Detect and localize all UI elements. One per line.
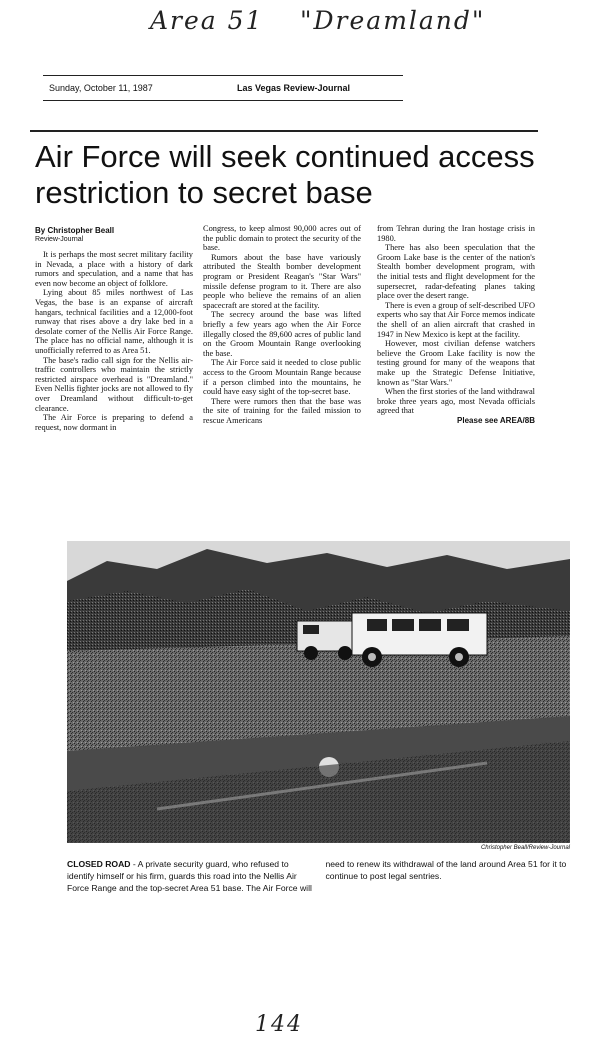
paragraph: The secrecy around the base was lifted briefly a few years ago when the Air Force illegally closed the 89,600 acres of public land on the Groom Mountain Range overlooking the base.: [203, 310, 361, 358]
photo-credit: Christopher Beall/Review-Journal: [480, 845, 570, 851]
headline-rule: [30, 130, 538, 132]
paragraph: The Air Force said it needed to close public access to the Groom Mountain Range because if a person climbed into the mountains, he could have easy sight of the top-secret base.: [203, 358, 361, 397]
handwritten-page-number: 144: [255, 1012, 303, 1037]
handwritten-title: Area 51: [150, 6, 264, 35]
paragraph: There were rumors then that the base was the site of training for the failed mission to rescue Americans: [203, 396, 361, 425]
paragraph: It is perhaps the most secret military facility in Nevada, a place with a history of dark rumors and speculation, and a name that has even now become an object of folklore.: [35, 250, 193, 288]
paragraph: from Tehran during the Iran hostage crisis in 1980.: [377, 224, 535, 243]
news-photo: [67, 541, 570, 843]
article-column-1: [35, 250, 193, 432]
article-column-2: [203, 224, 361, 425]
paragraph: Lying about 85 miles northwest of Las Vegas, the base is an expanse of aircraft hangars, technical facilities and a 12,000-foot runway that rises above a dry lake bed in a desolate corner of the Nellis Air Force Range. The place has no official name, although it is unofficially referred to as Area 51.: [35, 288, 193, 355]
paragraph: The base's radio call sign for the Nellis air-traffic controllers who maintain the strictly restricted airspace overhead is "Dreamland." Even Nellis fighter jocks are not allowed to fly over Dreamland without difficult-to-get clearance.: [35, 355, 193, 413]
paragraph: The Air Force is preparing to defend a request, now dormant in: [35, 413, 193, 432]
byline-org: Review-Journal: [35, 236, 84, 243]
paragraph: There has also been speculation that the Groom Lake base is the center of the nation's Stealth bomber development program, with the initial tests and flight development for the supersecret, radar-defeating planes taking place over the desert range.: [377, 243, 535, 301]
paragraph: Congress, to keep almost 90,000 acres out of the public domain to protect the security of the base.: [203, 224, 361, 253]
photo-road-scene: [67, 541, 570, 843]
continued-reference: Please see AREA/8B: [457, 415, 535, 425]
handwritten-dreamland: "Dreamland": [300, 6, 486, 35]
byline: [35, 226, 114, 243]
paragraph: When the first stories of the land withdrawal broke three years ago, most Nevada officials agreed that: [377, 387, 535, 416]
article-column-3: [377, 224, 535, 425]
byline-name: By Christopher Beall: [35, 226, 115, 235]
dateline: [43, 75, 403, 101]
photo-caption: [67, 858, 572, 894]
newspaper-name: Las Vegas Review-Journal: [237, 83, 351, 93]
caption-lead: CLOSED ROAD: [67, 859, 131, 869]
caption-text: - A private security guard, who refused to identify himself or his firm, guards this road into the Nellis Air Force Range and the top-secret Area 51 base. The Air Force will need to renew its withdrawal of the land around Area 51 for it to continue to post legal sentries.: [67, 859, 567, 893]
date-text: Sunday, October 11, 1987: [49, 83, 153, 93]
paragraph: There is even a group of self-described UFO experts who say that Air Force memos indicate the shell of an alien aircraft that crashed in 1947 in New Mexico is kept at the facility.: [377, 300, 535, 339]
paragraph: However, most civilian defense watchers believe the Groom Lake facility is now the testing ground for many of the weapons that make up the Strategic Defense Initiative, known as "Star Wars.": [377, 339, 535, 387]
headline: Air Force will seek continued access restriction to secret base: [35, 139, 535, 210]
paragraph: Rumors about the base have variously attributed the Stealth bomber development program or President Reagan's "Star Wars" missile defense program to it. There are also people who believe the remains of an alien spacecraft are stored at the facility.: [203, 252, 361, 310]
